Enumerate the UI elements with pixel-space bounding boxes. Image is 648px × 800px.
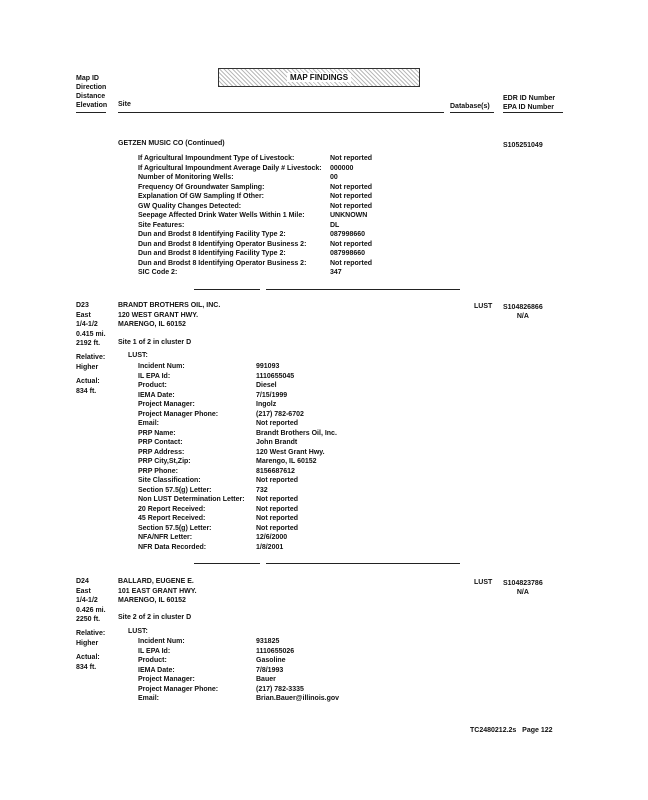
field-label: Project Manager: — [138, 401, 195, 408]
relative-value: Higher — [76, 363, 99, 371]
direction: East — [76, 587, 91, 595]
field-label: Non LUST Determination Letter: — [138, 496, 245, 503]
field-label: Product: — [138, 382, 167, 389]
actual-value: 834 ft. — [76, 663, 97, 671]
field-value: Not reported — [330, 183, 372, 191]
distance-mi: 0.415 mi. — [76, 330, 106, 338]
field-label: 45 Report Received: — [138, 515, 206, 522]
field-value: Not reported — [330, 202, 372, 210]
distance-mi: 0.426 mi. — [76, 606, 106, 614]
field-value: 1/8/2001 — [256, 543, 284, 551]
field-label: Number of Monitoring Wells: — [138, 174, 234, 181]
page-number: Page 122 — [522, 727, 553, 734]
epa-id: N/A — [516, 589, 529, 596]
field-value: Brandt Brothers Oil, Inc. — [256, 429, 337, 437]
site2-ids — [503, 579, 543, 597]
field-label: PRP Phone: — [138, 467, 178, 475]
divider-short — [194, 563, 260, 564]
report-id: TC2480212.2s — [470, 727, 517, 734]
section-title: GETZEN MUSIC CO (Continued) — [118, 140, 225, 147]
site1-address — [118, 301, 220, 330]
field-value: 7/15/1999 — [256, 391, 288, 399]
field-value: 1110655045 — [256, 372, 295, 380]
header-rule-4 — [503, 112, 563, 113]
field-value: UNKNOWN — [330, 212, 368, 219]
relative-value: Higher — [76, 639, 99, 647]
column-labels — [76, 74, 107, 110]
distance-range: 1/4-1/2 — [76, 321, 98, 328]
field-value: 00 — [330, 174, 338, 181]
field-label: Email: — [138, 695, 160, 702]
field-value: Not reported — [256, 420, 298, 427]
field-value: Brian.Bauer@illinois.gov — [256, 695, 340, 702]
site1-meta — [76, 301, 106, 349]
field-label: Dun and Brodst 8 Identifying Operator Business 2: — [138, 240, 307, 248]
field-value: Not reported — [256, 515, 298, 522]
field-value: John Brandt — [256, 439, 298, 446]
field-value: 931825 — [256, 638, 280, 645]
database-tag: LUST — [474, 303, 493, 310]
field-label: PRP Contact: — [138, 439, 183, 446]
site-name: BALLARD, EUGENE E. — [118, 578, 194, 585]
section1-values — [330, 154, 372, 278]
field-value: 347 — [330, 269, 342, 276]
actual-label: Actual: — [76, 378, 100, 385]
field-label: SIC Code 2: — [138, 269, 178, 276]
field-label: Frequency Of Groundwater Sampling: — [138, 183, 265, 191]
cluster-note: Site 2 of 2 in cluster D — [118, 614, 192, 621]
field-label: GW Quality Changes Detected: — [138, 202, 242, 210]
field-label: IL EPA Id: — [138, 372, 171, 380]
field-label: If Agricultural Impoundment Average Daily # Livestock: — [138, 164, 322, 172]
site1-elevation — [76, 353, 105, 396]
distance-ft: 2192 ft. — [76, 340, 101, 347]
field-label: Product: — [138, 657, 167, 664]
field-value: 991093 — [256, 363, 280, 370]
field-label: Project Manager: — [138, 676, 195, 683]
field-label: Incident Num: — [138, 363, 185, 370]
field-label: Site Features: — [138, 221, 185, 229]
map-id-label: Map ID — [76, 75, 99, 82]
site2-elevation — [76, 629, 105, 672]
field-label: PRP Name: — [138, 429, 176, 437]
field-label: Dun and Brodst 8 Identifying Operator Business 2: — [138, 259, 307, 267]
database-label: Database(s) — [450, 103, 490, 110]
field-label: Section 57.5(g) Letter: — [138, 486, 212, 494]
field-label: Project Manager Phone: — [138, 410, 219, 418]
actual-label: Actual: — [76, 654, 100, 661]
field-label: Dun and Brodst 8 Identifying Facility Type 2: — [138, 231, 286, 238]
divider-long — [266, 289, 460, 290]
map-id: D24 — [76, 578, 89, 585]
header-rule-1 — [76, 112, 106, 113]
field-value: Gasoline — [256, 657, 286, 664]
epa-id-label: EPA ID Number — [503, 104, 554, 111]
site2-meta — [76, 577, 106, 625]
field-value: Not reported — [330, 240, 372, 248]
page-title-box — [218, 68, 420, 87]
elevation-label: Elevation — [76, 102, 108, 109]
field-value: 732 — [256, 486, 268, 494]
field-value: Not reported — [256, 505, 298, 513]
distance-range: 1/4-1/2 — [76, 597, 98, 604]
field-label: IEMA Date: — [138, 666, 175, 674]
epa-id: N/A — [516, 313, 529, 320]
field-value: Not reported — [256, 496, 298, 503]
site2-values — [256, 637, 339, 704]
site1-values — [256, 362, 337, 552]
site1-labels — [138, 362, 245, 552]
field-value: 8156687612 — [256, 467, 295, 475]
edr-id-label: EDR ID Number — [503, 95, 556, 102]
site-label: Site — [118, 101, 131, 108]
header-rule-2 — [118, 112, 444, 113]
field-value: Not reported — [330, 155, 372, 162]
field-value: 087998660 — [330, 250, 366, 257]
field-label: Project Manager Phone: — [138, 685, 219, 693]
field-value: (217) 782-6702 — [256, 410, 304, 418]
field-label: IEMA Date: — [138, 391, 175, 399]
direction-label: Direction — [76, 84, 107, 91]
distance-label: Distance — [76, 93, 106, 100]
field-value: Marengo, IL 60152 — [256, 458, 317, 465]
field-value: 1110655026 — [256, 647, 295, 655]
distance-ft: 2250 ft. — [76, 616, 101, 623]
field-label: Dun and Brodst 8 Identifying Facility Type 2: — [138, 250, 286, 257]
field-value: Diesel — [256, 382, 277, 389]
site-address: 101 EAST GRANT HWY. — [118, 587, 197, 595]
field-label: Site Classification: — [138, 477, 201, 484]
field-value: 120 West Grant Hwy. — [256, 448, 325, 456]
field-value: 7/8/1993 — [256, 666, 284, 674]
site-city: MARENGO, IL 60152 — [118, 321, 186, 328]
field-value: 000000 — [330, 164, 354, 172]
id-labels — [503, 94, 555, 112]
database-tag: LUST — [474, 579, 493, 586]
field-label: Incident Num: — [138, 638, 185, 645]
footer — [470, 727, 553, 734]
field-label: PRP Address: — [138, 448, 185, 456]
field-label: Email: — [138, 420, 160, 427]
field-value: (217) 782-3335 — [256, 685, 304, 693]
field-value: DL — [330, 221, 340, 229]
relative-label: Relative: — [76, 354, 106, 361]
edr-id: S104823786 — [503, 580, 543, 587]
direction: East — [76, 311, 91, 319]
divider-long — [266, 563, 460, 564]
site1-ids — [503, 303, 543, 321]
cluster-note: Site 1 of 2 in cluster D — [118, 339, 192, 346]
site2-address — [118, 577, 197, 606]
field-label: Seepage Affected Drink Water Wells Within 1 Mile: — [138, 212, 305, 219]
field-label: IL EPA Id: — [138, 647, 171, 655]
field-value: Ingolz — [256, 401, 277, 408]
relative-label: Relative: — [76, 630, 106, 637]
field-value: Not reported — [330, 259, 372, 267]
map-id: D23 — [76, 302, 89, 309]
field-value: Not reported — [256, 524, 298, 532]
edr-id: S104826866 — [503, 304, 543, 311]
field-label: NFR Data Recorded: — [138, 543, 207, 551]
field-label: If Agricultural Impoundment Type of Livestock: — [138, 155, 295, 162]
site-city: MARENGO, IL 60152 — [118, 597, 186, 604]
site-name: BRANDT BROTHERS OIL, INC. — [118, 302, 221, 309]
section1-labels — [138, 154, 322, 278]
site-address: 120 WEST GRANT HWY. — [118, 311, 199, 319]
header-rule-3 — [450, 112, 494, 113]
lust-subheader: LUST: — [128, 628, 148, 635]
page-title: MAP FINDINGS — [287, 73, 351, 82]
field-label: PRP City,St,Zip: — [138, 458, 191, 465]
field-label: 20 Report Received: — [138, 505, 206, 513]
field-value: 12/6/2000 — [256, 534, 288, 541]
section-edr-id: S105251049 — [503, 142, 543, 149]
actual-value: 834 ft. — [76, 387, 97, 395]
field-label: Explanation Of GW Sampling If Other: — [138, 193, 265, 200]
field-label: Section 57.5(g) Letter: — [138, 524, 212, 532]
field-value: 087998660 — [330, 231, 366, 238]
site2-labels — [138, 637, 218, 704]
field-value: Bauer — [256, 676, 276, 683]
lust-subheader: LUST: — [128, 352, 148, 359]
divider-short — [194, 289, 260, 290]
field-label: NFA/NFR Letter: — [138, 534, 193, 541]
field-value: Not reported — [330, 193, 372, 200]
field-value: Not reported — [256, 477, 298, 484]
